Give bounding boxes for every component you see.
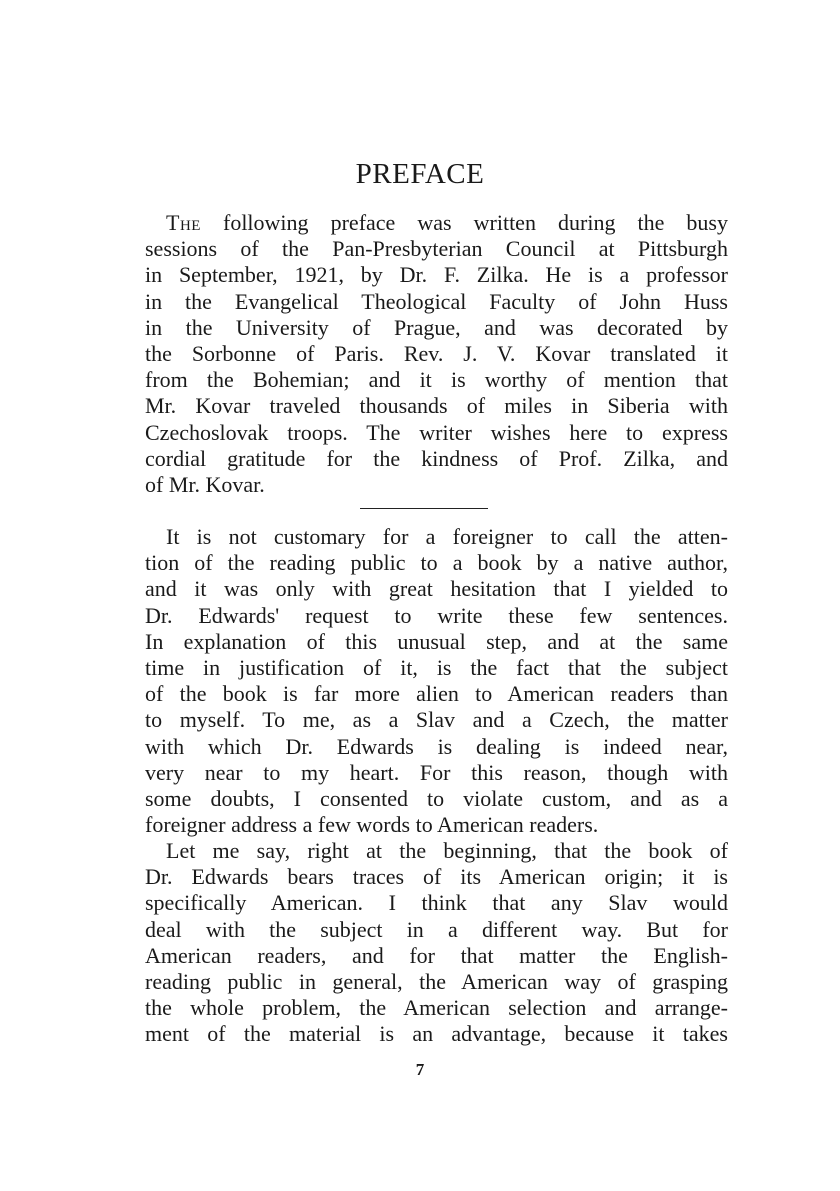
body-line: Let me say, right at the beginning, that the book of [166, 838, 728, 863]
intro-line: Mr. Kovar traveled thousands of miles in Siberia with [145, 393, 728, 419]
intro-line: from the Bohemian; and it is worthy of mention that [145, 367, 728, 393]
intro-line: sessions of the Pan-Presbyterian Council at Pittsburgh [145, 236, 728, 262]
page-title: PREFACE [355, 158, 485, 190]
body-line: tion of the reading public to a book by a native author, [145, 550, 728, 576]
body-line: Dr. Edwards bears traces of its American origin; it is [145, 864, 728, 890]
body-line: It is not customary for a foreigner to call the atten- [166, 524, 728, 549]
intro-paragraph [145, 210, 728, 498]
section-divider [360, 508, 488, 509]
body-line: of the book is far more alien to American readers than [145, 681, 728, 707]
body-paragraph-2 [145, 838, 728, 1048]
intro-line: the Sorbonne of Paris. Rev. J. V. Kovar translated it [145, 340, 728, 366]
body-line: In explanation of this unusual step, and at the same [145, 628, 728, 654]
body-line: and it was only with great hesitation that I yielded to [145, 576, 728, 602]
intro-line: of Mr. Kovar. [145, 471, 265, 497]
intro-line: in September, 1921, by Dr. F. Zilka. He is a professor [145, 262, 728, 288]
body-line: reading public in general, the American way of grasping [145, 968, 728, 994]
body-line: deal with the subject in a different way. But for [145, 916, 728, 942]
page-number: 7 [415, 1060, 425, 1079]
body-line: foreigner address a few words to American readers. [145, 812, 599, 838]
body-paragraph-1 [145, 524, 728, 838]
body-line: very near to my heart. For this reason, though with [145, 759, 728, 785]
body-line: with which Dr. Edwards is dealing is indeed near, [145, 733, 728, 759]
intro-line: The following preface was written during the busy [166, 210, 728, 235]
body-line: American readers, and for that matter the English- [145, 942, 728, 968]
body-line: the whole problem, the American selection and arrange- [145, 995, 728, 1021]
body-line: Dr. Edwards' request to write these few sentences. [145, 602, 728, 628]
intro-lead-word: The [166, 210, 201, 235]
body-line: some doubts, I consented to violate custom, and as a [145, 785, 728, 811]
intro-line: cordial gratitude for the kindness of Prof. Zilka, and [145, 445, 728, 471]
body-line: to myself. To me, as a Slav and a Czech, the matter [145, 707, 728, 733]
body-line: ment of the material is an advantage, because it takes [145, 1021, 728, 1047]
intro-line: in the Evangelical Theological Faculty of John Huss [145, 288, 728, 314]
intro-line: Czechoslovak troops. The writer wishes here to express [145, 419, 728, 445]
body-line: specifically American. I think that any Slav would [145, 890, 728, 916]
body-line: time in justification of it, is the fact that the subject [145, 654, 728, 680]
intro-line: in the University of Prague, and was decorated by [145, 314, 728, 340]
